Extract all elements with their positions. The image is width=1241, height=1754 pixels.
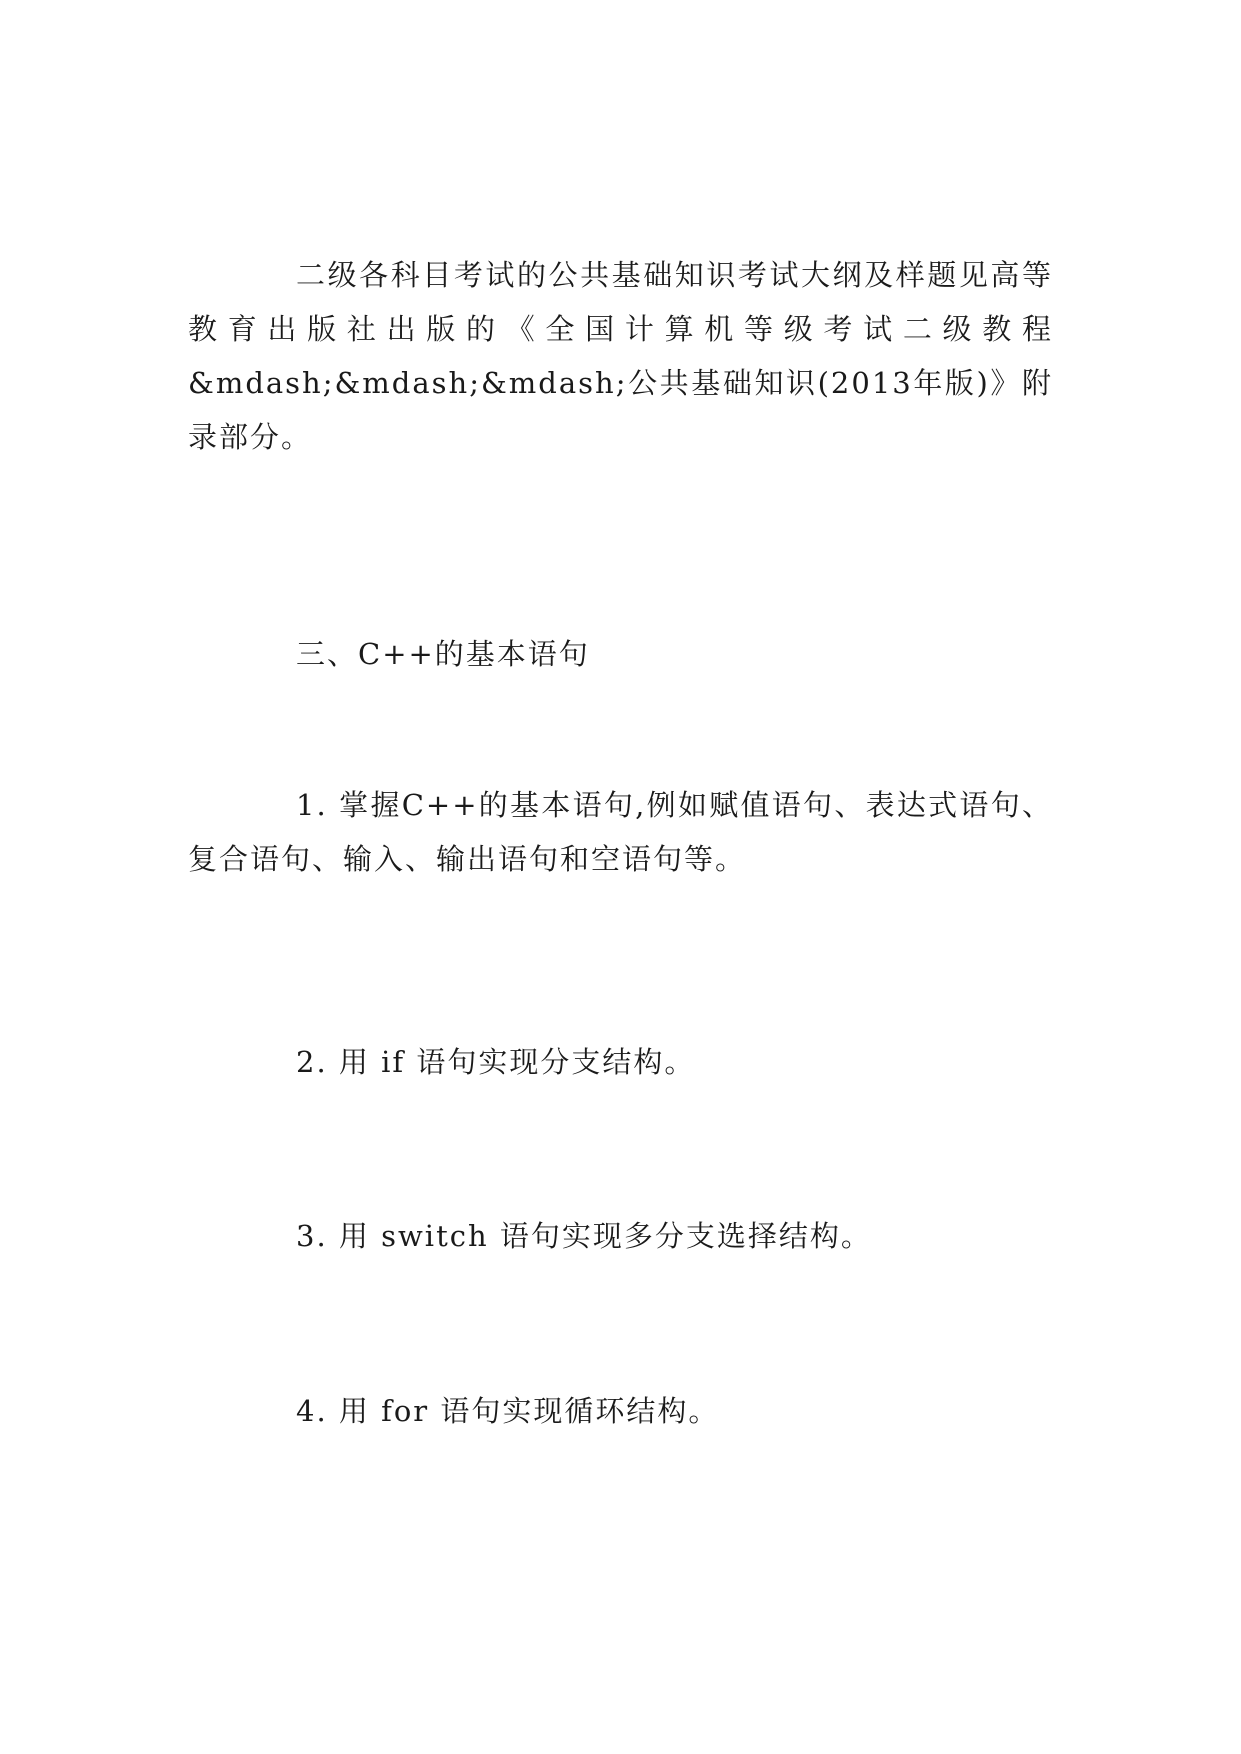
list-item-1: 1. 掌握C++的基本语句,例如赋值语句、表达式语句、复合语句、输入、输出语句和空语句等。 [188, 788, 1053, 876]
list-item-2: 2. 用 if 语句实现分支结构。 [296, 1045, 696, 1079]
section-heading-cpp-basic-statements: 三、C++的基本语句 [296, 637, 590, 671]
list-item-4: 4. 用 for 语句实现循环结构。 [296, 1394, 720, 1428]
list-item-3: 3. 用 switch 语句实现多分支选择结构。 [296, 1219, 872, 1253]
paragraph-reference-note: 二级各科目考试的公共基础知识考试大纲及样题见高等教育出版社出版的《全国计算机等级考试二级教程&mdash;&mdash;&mdash;公共基础知识(2013年版)》附录部分。 [188, 258, 1053, 454]
